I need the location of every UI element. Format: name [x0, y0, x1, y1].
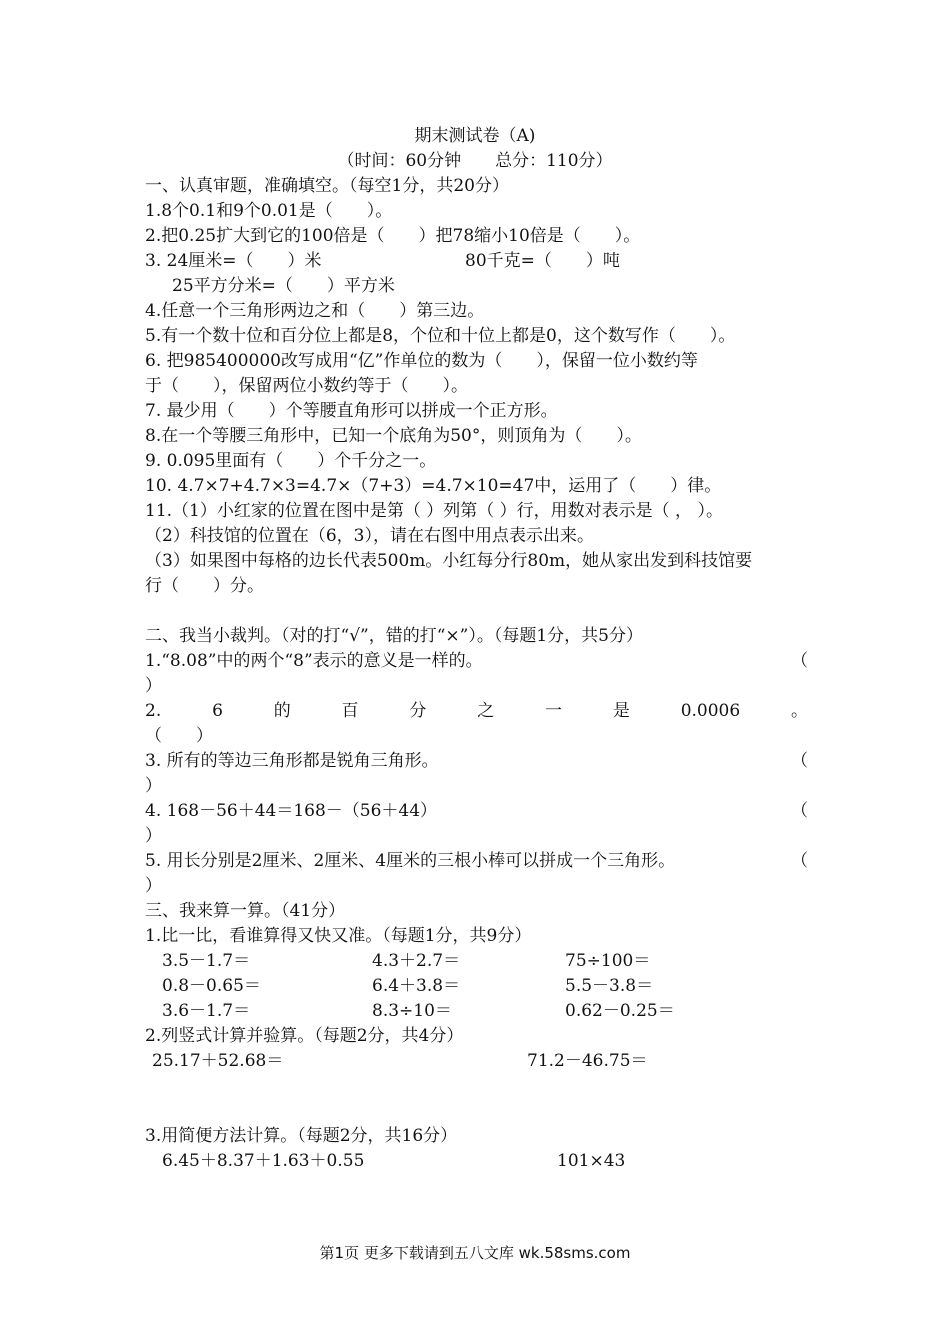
judge-question-2-part: 百 — [341, 701, 359, 721]
judge-question-2-part: 一 — [545, 701, 563, 721]
question-1-3b: 80千克=（ ）吨 — [465, 251, 620, 271]
calc-item: 75÷100＝ — [565, 951, 651, 971]
calc-item: 3.5－1.7＝ — [162, 951, 251, 971]
calc-part2-heading: 2.列竖式计算并验算。（每题2分，共4分） — [145, 1026, 464, 1046]
judge-question-5 — [145, 849, 808, 873]
question-1-6a: 6. 把985400000改写成用“亿”作单位的数为（ ），保留一位小数约等 — [145, 351, 698, 371]
calc-item: 6.4＋3.8＝ — [372, 976, 461, 996]
judge-question-5-close-paren: ） — [145, 876, 162, 896]
judge-question-4-close-paren: ） — [145, 826, 162, 846]
question-1-6b: 于（ ），保留两位小数约等于（ ）。 — [145, 376, 468, 396]
judge-question-4-text: 4. 168－56＋44＝168－（56＋44） — [145, 801, 438, 821]
judge-question-5-text: 5. 用长分别是2厘米、2厘米、4厘米的三根小棒可以拼成一个三角形。 — [145, 851, 676, 871]
vertical-calc-item: 71.2－46.75＝ — [527, 1051, 648, 1071]
judge-question-2-part: 2. — [145, 701, 162, 721]
question-1-4: 4.任意一个三角形两边之和（ ）第三边。 — [145, 301, 485, 321]
vertical-calc-item: 25.17＋52.68＝ — [152, 1051, 284, 1071]
question-1-3c: 25平方分米=（ ）平方米 — [172, 276, 395, 296]
judge-question-2-part: 分 — [409, 701, 427, 721]
judge-question-3-open-paren: （ — [791, 751, 808, 771]
calc-item: 5.5－3.8＝ — [565, 976, 654, 996]
judge-question-1-open-paren: （ — [791, 651, 808, 671]
question-1-11-3b: 行（ ）分。 — [145, 576, 264, 596]
question-1-11-1: 11.（1）小红家的位置在图中是第（ ）列第（ ）行，用数对表示是（ ， ）。 — [145, 501, 723, 521]
question-1-11-2: （2）科技馆的位置在（6，3），请在右图中用点表示出来。 — [145, 526, 594, 546]
judge-question-2-part: 是 — [612, 701, 630, 721]
page-title: 期末测试卷（A) — [414, 126, 536, 146]
judge-question-2 — [145, 699, 808, 723]
question-1-10: 10. 4.7×7+4.7×3=4.7×（7+3）=4.7×10=47中，运用了（ ）律。 — [145, 476, 722, 496]
page-footer: 第1页 更多下载请到五八文库 wk.58sms.com — [319, 1244, 631, 1262]
calc-part3-heading: 3.用简便方法计算。（每题2分，共16分） — [145, 1126, 458, 1146]
judge-question-5-open-paren: （ — [791, 851, 808, 871]
judge-question-2-part: 6 — [212, 701, 223, 721]
judge-question-1-close-paren: ） — [145, 676, 162, 696]
judge-question-3-text: 3. 所有的等边三角形都是锐角三角形。 — [145, 751, 439, 771]
judge-question-3-close-paren: ） — [145, 776, 162, 796]
question-1-1: 1.8个0.1和9个0.01是（ ）。 — [145, 201, 393, 221]
question-1-3a: 3. 24厘米=（ ）米 — [145, 251, 322, 271]
calc-item: 0.62－0.25＝ — [565, 1001, 675, 1021]
judge-question-4 — [145, 799, 808, 823]
calc-item: 8.3÷10＝ — [372, 1001, 452, 1021]
section2-heading: 二、我当小裁判。（对的打“√”，错的打“×”）。（每题1分，共5分） — [145, 626, 643, 646]
question-1-9: 9. 0.095里面有（ ）个千分之一。 — [145, 451, 437, 471]
question-1-7: 7. 最少用（ ）个等腰直角形可以拼成一个正方形。 — [145, 401, 558, 421]
judge-question-2-part: 的 — [273, 701, 291, 721]
question-1-2: 2.把0.25扩大到它的100倍是（ ）把78缩小10倍是（ ）。 — [145, 226, 641, 246]
simplify-calc-item: 101×43 — [557, 1151, 626, 1171]
judge-question-2-part: 0.0006 — [680, 701, 741, 721]
question-1-5: 5.有一个数十位和百分位上都是8，个位和十位上都是0，这个数写作（ ）。 — [145, 326, 736, 346]
judge-question-2-answer: （ ） — [145, 726, 213, 746]
calc-item: 0.8－0.65＝ — [162, 976, 261, 996]
judge-question-3 — [145, 749, 808, 773]
section1-heading: 一、认真审题，准确填空。（每空1分，共20分） — [145, 176, 509, 196]
question-1-11-3a: （3）如果图中每格的边长代表500m。小红每分行80m，她从家出发到科技馆要 — [145, 551, 753, 571]
calc-item: 4.3＋2.7＝ — [372, 951, 461, 971]
judge-question-2-part: 。 — [791, 701, 808, 721]
calc-item: 3.6－1.7＝ — [162, 1001, 251, 1021]
judge-question-1-text: 1.“8.08”中的两个“8”表示的意义是一样的。 — [145, 651, 483, 671]
section3-heading: 三、我来算一算。（41分） — [145, 901, 346, 921]
page-subtitle: （时间：60分钟 总分：110分） — [337, 151, 613, 171]
judge-question-4-open-paren: （ — [791, 801, 808, 821]
judge-question-1 — [145, 649, 808, 673]
calc-part1-heading: 1.比一比，看谁算得又快又准。（每题1分，共9分） — [145, 926, 532, 946]
question-1-8: 8.在一个等腰三角形中，已知一个底角为50°，则顶角为（ ）。 — [145, 426, 642, 446]
simplify-calc-item: 6.45＋8.37＋1.63＋0.55 — [162, 1151, 365, 1171]
judge-question-2-part: 之 — [477, 701, 495, 721]
